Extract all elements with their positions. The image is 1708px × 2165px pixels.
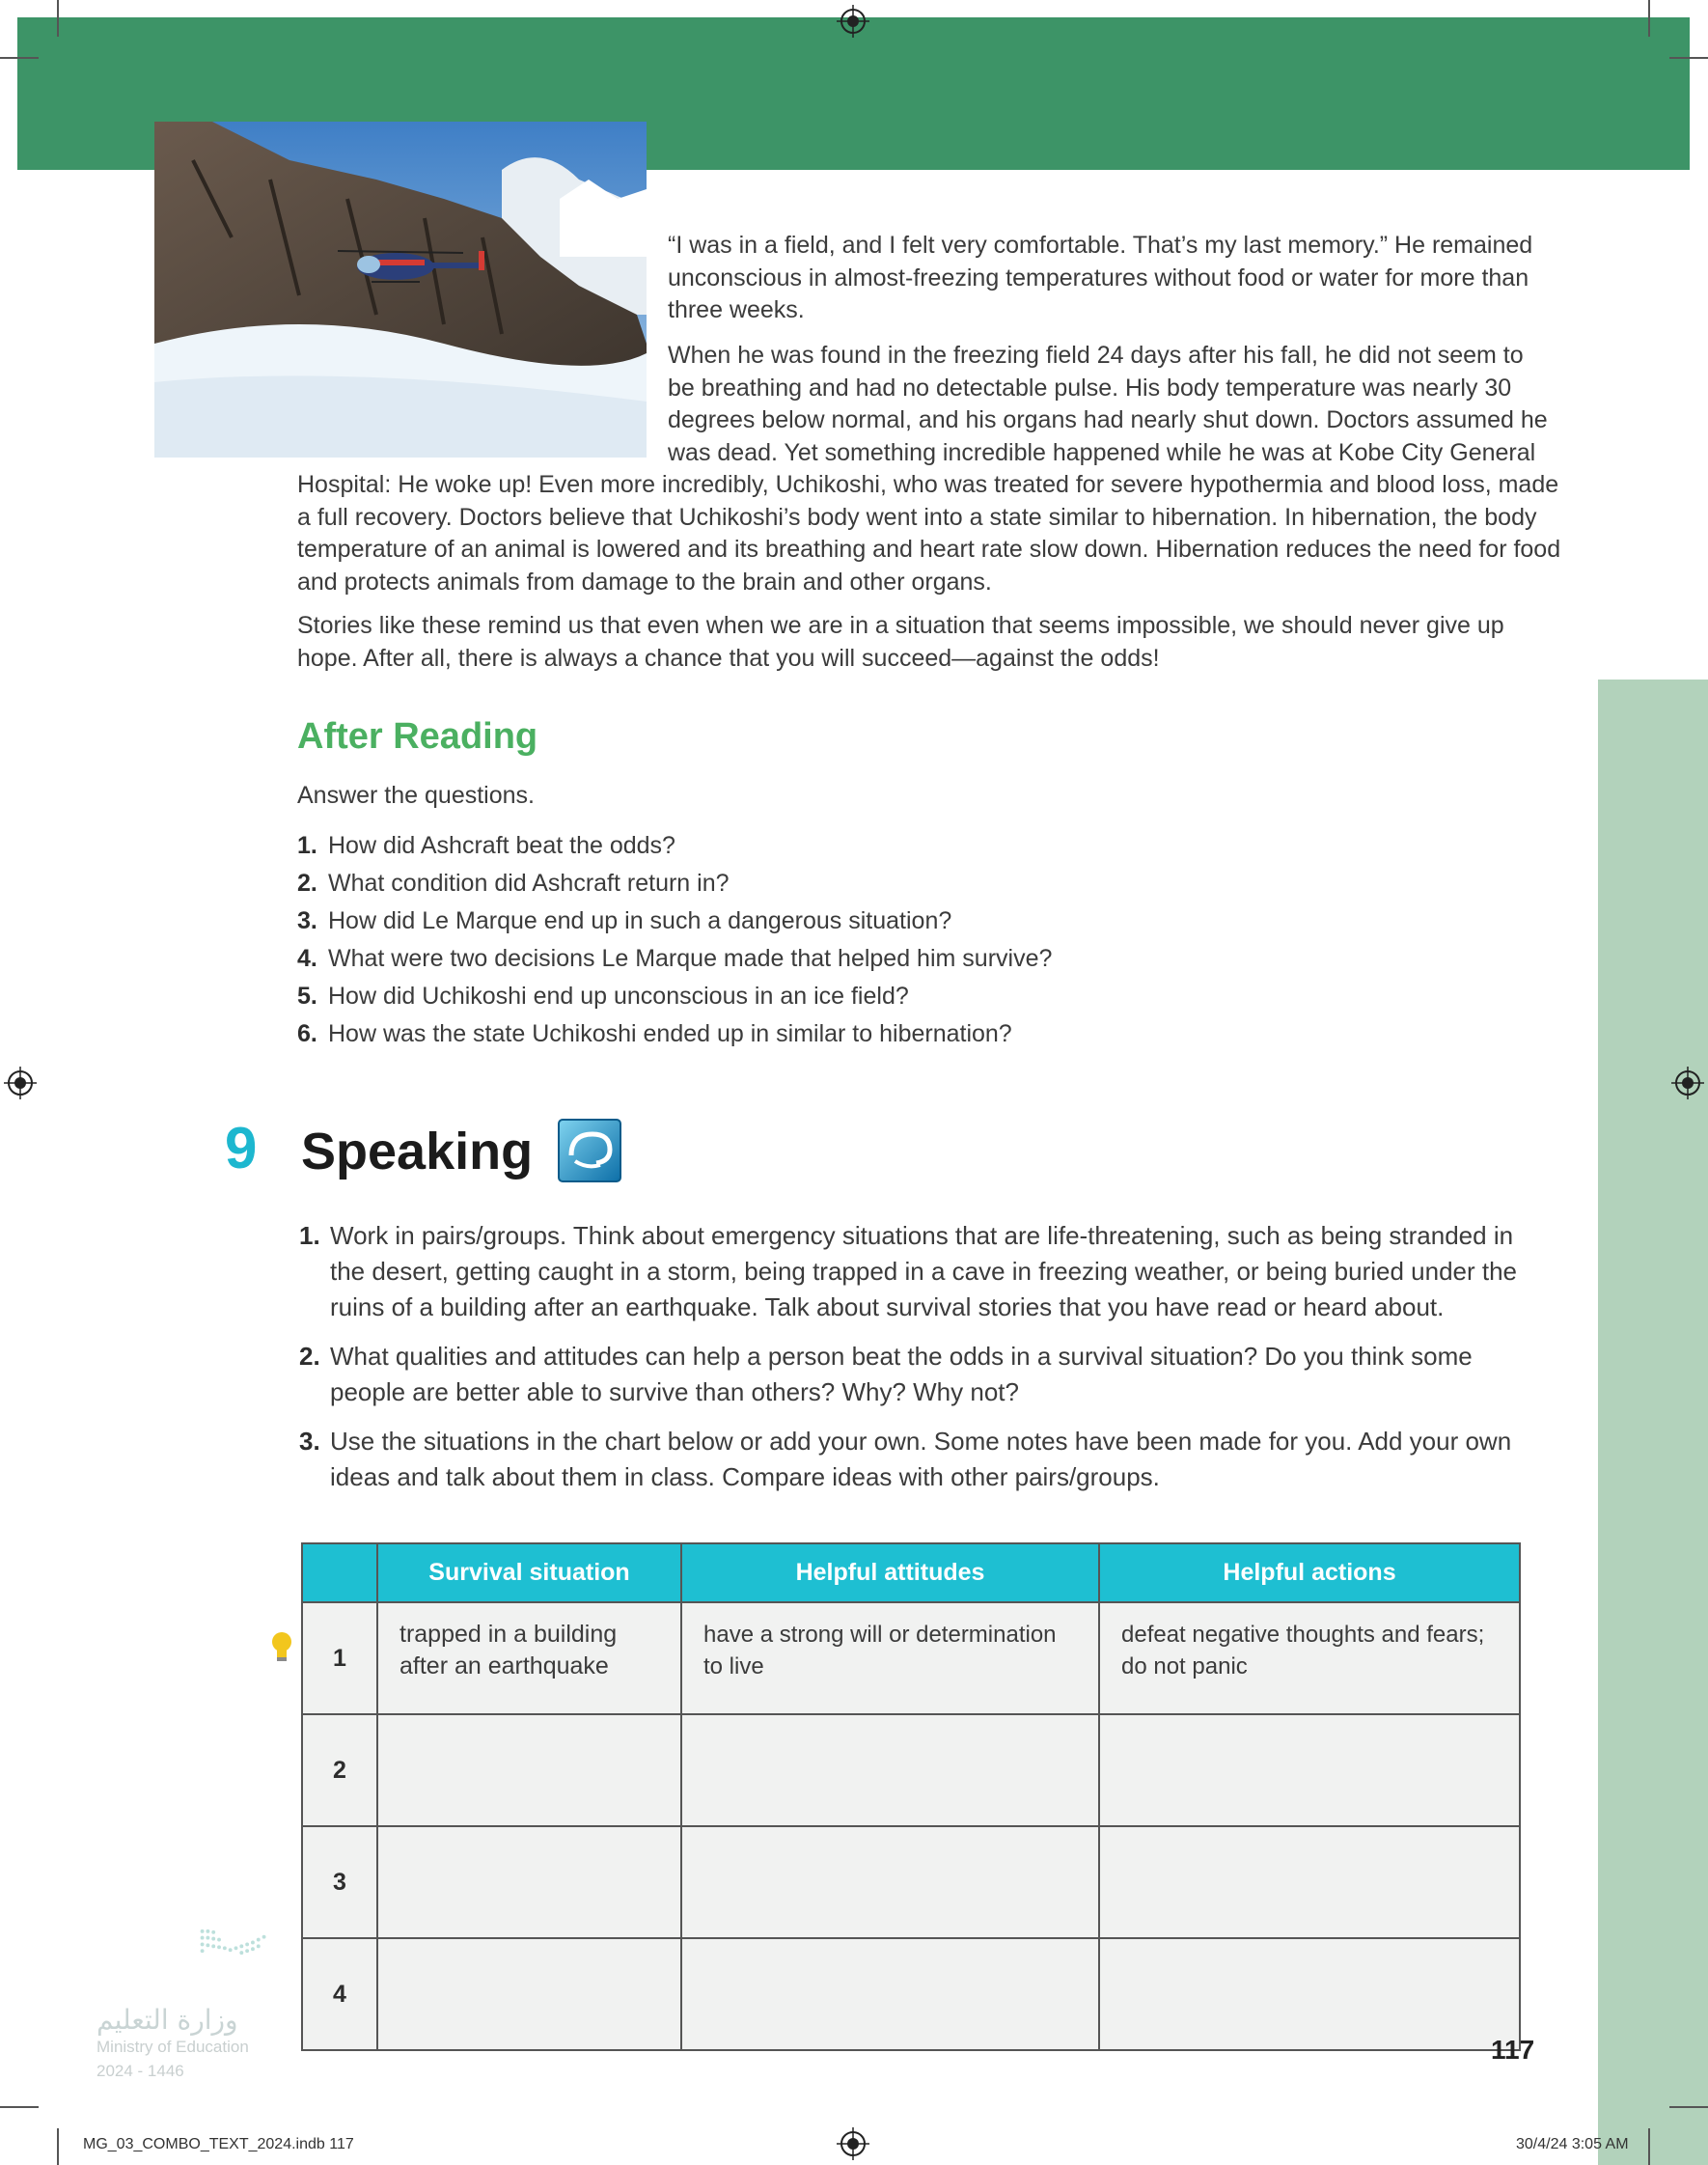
table-header: Helpful attitudes [681, 1543, 1099, 1602]
question-item: 4. What were two decisions Le Marque made that helped him survive? [297, 945, 1053, 972]
table-header [302, 1543, 377, 1602]
row-number: 4 [302, 1938, 377, 2050]
page-number: 117 [1491, 2035, 1535, 2065]
question-item: 3. How did Le Marque end up in such a dangerous situation? [297, 907, 952, 934]
question-item: 6. How was the state Uchikoshi ended up in similar to hibernation? [297, 1020, 1012, 1047]
table-cell[interactable] [1099, 1714, 1520, 1826]
lightbulb-icon [270, 1631, 293, 1664]
table-cell: have a strong will or determination to live [681, 1602, 1099, 1714]
table-header: Helpful actions [1099, 1543, 1520, 1602]
side-strip [1598, 680, 1708, 2165]
crop-mark [1669, 2106, 1708, 2108]
reading-paragraph-2a: When he was found in the freezing field 24 days after his fall, he did not seem to be breathing and had no detectable pulse. His body temperature was nearly 30 degrees below normal, and his organs had nearly shut down. Doctors assumed he was dead. Yet something incredible happened while he was at Kobe City General [668, 342, 1548, 466]
registration-mark-icon [1671, 1067, 1704, 1099]
table-row [302, 1602, 1520, 1714]
row-number: 2 [302, 1714, 377, 1826]
registration-mark-icon [4, 1067, 37, 1099]
question-item: 2. What condition did Ashcraft return in? [297, 870, 730, 897]
table-cell[interactable] [681, 1826, 1099, 1938]
table-cell[interactable] [681, 1938, 1099, 2050]
crop-mark [57, 2128, 59, 2165]
table-cell: defeat negative thoughts and fears; do not panic [1099, 1602, 1520, 1714]
crop-mark [1669, 57, 1708, 59]
table-row [302, 1938, 1520, 2050]
ministry-logo [95, 1926, 345, 2003]
table-cell[interactable] [377, 1714, 681, 1826]
table-row [302, 1714, 1520, 1826]
question-list [297, 827, 1052, 1053]
crop-mark [0, 57, 39, 59]
survival-chart [301, 1542, 1521, 2051]
row-number: 3 [302, 1826, 377, 1938]
table-cell[interactable] [1099, 1938, 1520, 2050]
reading-paragraph-2b: Hospital: He woke up! Even more incredibly, Uchikoshi, who was treated for severe hypothermia and blood loss, made a full recovery. Doctors believe that Uchikoshi’s body went into a state similar to hibernation. In hibernation, the body temperature of an animal is lowered and its breathing and heart rate slow down. Hibernation reduces the need for food and protects animals from damage to the brain and other organs. [297, 471, 1561, 596]
reading-paragraph-1: “I was in a field, and I felt very comfortable. That’s my last memory.” He remained unconscious in almost-freezing temperatures without food or water for more than three weeks. [668, 232, 1533, 323]
registration-mark-icon [837, 2127, 869, 2160]
table-row [302, 1826, 1520, 1938]
speaking-item: 2. What qualities and attitudes can help a person beat the odds in a survival situation? Do you think some people are better able to survive than others? Why? Why not? [299, 1342, 1473, 1406]
crop-mark [57, 0, 59, 37]
table-cell[interactable] [377, 1938, 681, 2050]
table-cell[interactable] [681, 1714, 1099, 1826]
speaking-item: 1. Work in pairs/groups. Think about emergency situations that are life-threatening, such as being stranded in the desert, getting caught in a storm, being trapped in a cave in freezing weather, or being buried under the ruins of a building after an earthquake. Talk about survival stories that you have read or heard about. [299, 1221, 1518, 1321]
reading-paragraph-3: Stories like these remind us that even when we are in a situation that seems impossible, we should never give up hope. After all, there is always a chance that you will succeed—against the odds! [297, 612, 1504, 672]
question-item: 1. How did Ashcraft beat the odds? [297, 832, 675, 859]
ministry-name-arabic: وزارة التعليم [96, 2004, 238, 2036]
row-number: 1 [302, 1602, 377, 1714]
question-item: 5. How did Uchikoshi end up unconscious in an ice field? [297, 983, 909, 1010]
footer-datetime: 30/4/24 3:05 AM [1516, 2136, 1629, 2152]
speaking-heading: Speaking [301, 1123, 534, 1180]
ministry-year: 2024 - 1446 [96, 2062, 184, 2080]
crop-mark [1648, 2128, 1650, 2165]
speaking-list [299, 1218, 1544, 1509]
footer-file-info: MG_03_COMBO_TEXT_2024.indb 117 [83, 2136, 354, 2152]
table-header-row [302, 1543, 1520, 1602]
table-cell[interactable] [1099, 1826, 1520, 1938]
section-number: 9 [225, 1116, 258, 1180]
ministry-name-english: Ministry of Education [96, 2038, 249, 2056]
registration-mark-icon [837, 5, 869, 38]
after-reading-instruction: Answer the questions. [297, 782, 535, 809]
after-reading-heading: After Reading [297, 716, 538, 757]
crop-mark [0, 2106, 39, 2108]
crop-mark [1648, 0, 1650, 37]
table-header: Survival situation [377, 1543, 681, 1602]
table-cell[interactable] [377, 1826, 681, 1938]
speaking-item: 3. Use the situations in the chart below or add your own. Some notes have been made for you. Add your own ideas and talk about them in class. Compare ideas with other pairs/groups. [299, 1427, 1512, 1491]
speaking-icon [558, 1119, 621, 1182]
table-cell: trapped in a building after an earthquake [377, 1602, 681, 1714]
photo-helicopter-mountain [154, 122, 647, 458]
